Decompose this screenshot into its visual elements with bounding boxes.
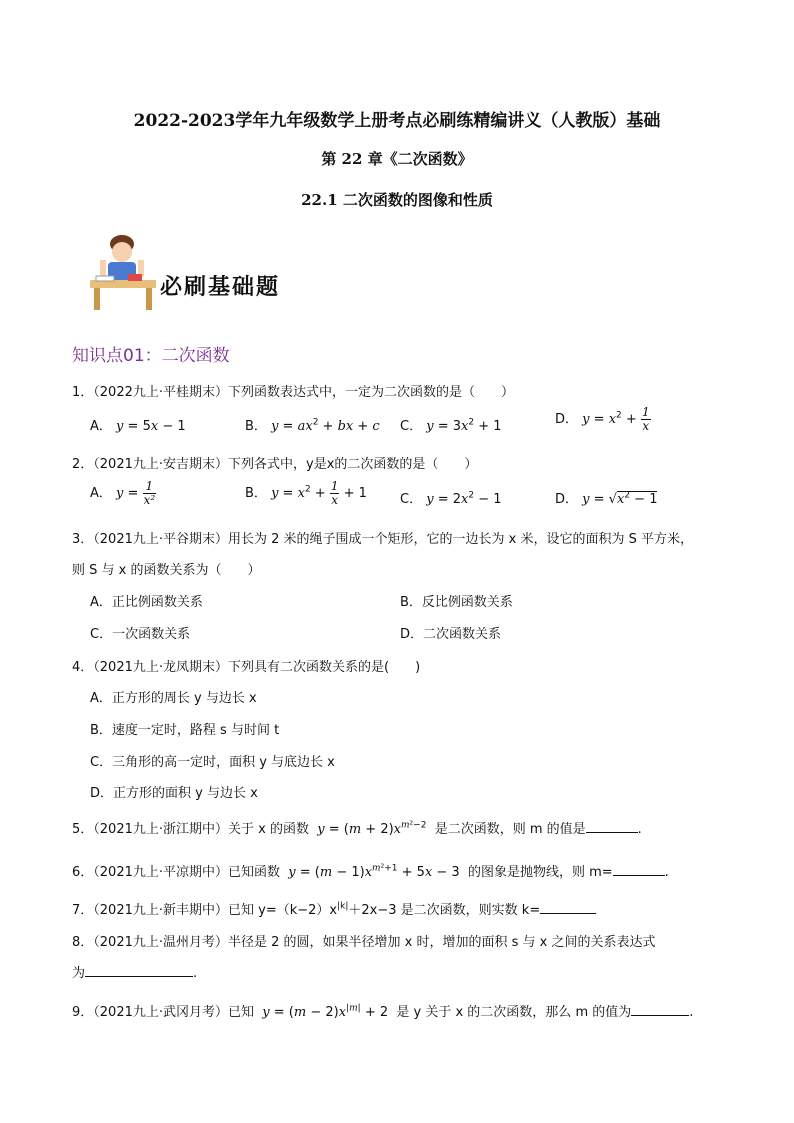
question-1: 1．（2022九上·平桂期末）下列函数表达式中，一定为二次函数的是（ ）: [72, 385, 515, 400]
q2-option-c: C． $y = 2x^2 - 1$: [400, 490, 502, 507]
q3-option-d: D．二次函数关系: [400, 627, 502, 642]
question-4: 4．（2021九上·龙凤期末）下列具有二次函数关系的是( ): [72, 660, 421, 675]
q4-option-c: C．三角形的高一定时，面积 y 与底边长 x: [90, 755, 335, 770]
q4-option-a: A．正方形的周长 y 与边长 x: [90, 691, 257, 706]
q2-option-d: D． $y = √x^2 - 1$: [555, 490, 658, 507]
q3-option-a: A．正比例函数关系: [90, 595, 203, 610]
question-8-line2: 为 .: [72, 966, 198, 981]
q1-option-c: C． $y = 3x^2 + 1$: [400, 417, 502, 434]
question-8: 8．（2021九上·温州月考）半径是 2 的圆，如果半径增加 x 时，增加的面积 s 与 x 之间的关系表达式: [72, 935, 656, 950]
q1-option-a: A． y = 5x − 1: [90, 419, 186, 434]
question-5: 5．（2021九上·浙江期中）关于 x 的函数 $y = (m + 2)x^{m^2-2}$ 是二次函数，则 m 的值是 .: [72, 820, 642, 837]
section-title: 22.1 二次函数的图像和性质: [301, 191, 493, 209]
q1-option-d: D． $y = x^2$ + $\frac{1}{x}$: [555, 405, 650, 433]
topic-heading: 知识点01：二次函数: [72, 346, 230, 366]
q4-option-d: D．正方形的面积 y 与边长 x: [90, 786, 258, 801]
q4-option-b: B．速度一定时，路程 s 与时间 t: [90, 723, 280, 738]
banner-title: 必刷基础题: [160, 275, 281, 300]
question-3-line2: 则 S 与 x 的函数关系为（ ）: [72, 563, 261, 578]
q2-option-a: A． y = $\frac{1}{\text{x²}}$: [90, 479, 156, 507]
q1-option-b: B． $y = ax^2$ + bx + c: [245, 417, 380, 434]
q3-option-c: C．一次函数关系: [90, 627, 191, 642]
question-2: 2．（2021九上·安吉期末）下列各式中，y是x的二次函数的是（ ）: [72, 457, 478, 472]
question-9: 9．（2021九上·武冈月考）已知 $y = (m - 2)x^{|m|} + 2$ 是 y 关于 x 的二次函数，那么 m 的值为 .: [72, 1003, 694, 1020]
document-title: 2022-2023学年九年级数学上册考点必刷练精编讲义（人教版）基础: [133, 111, 661, 131]
question-7: 7．（2021九上·新丰期中）已知 $y=(k-2)x^{|k|}+2x-3$ 是二次函数，则实数 k=: [72, 899, 596, 918]
question-6: 6．（2021九上·平凉期中）已知函数 $y = (m - 1)x^{m^2+1} + 5x - 3$ 的图象是抛物线，则 m= .: [72, 863, 669, 880]
q2-option-b: B． $y = x^2$ + $\frac{1}{x}$ + 1: [245, 479, 367, 507]
chapter-title: 第 22 章《二次函数》: [321, 150, 473, 168]
q3-option-b: B．反比例函数关系: [400, 595, 513, 610]
question-3: 3．（2021九上·平谷期末）用长为 2 米的绳子围成一个矩形，它的一边长为 x 米，设它的面积为 S 平方米，: [72, 532, 694, 547]
